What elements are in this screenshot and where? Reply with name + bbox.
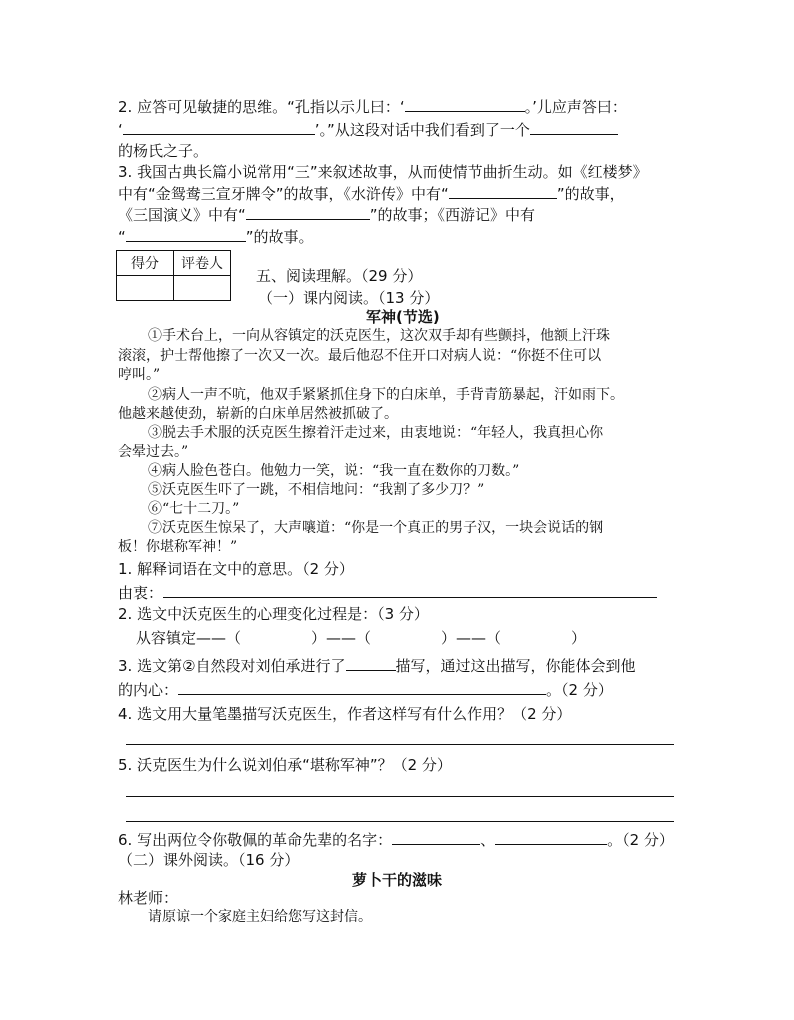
question-6: 6. 写出两位令你敬佩的革命先辈的名字： 、 。（2 分） — [118, 831, 674, 849]
passage-line: ⑦沃克医生惊呆了，大声嚷道：“你是一个真正的男子汉，一块会说话的钢 — [148, 520, 604, 536]
q2-line3: 的杨氏之子。 — [118, 142, 209, 160]
passage-line: ⑥“七十二刀。” — [148, 501, 240, 517]
score-header: 得分 — [117, 251, 174, 276]
q1-answer-blank[interactable] — [163, 582, 657, 598]
q3-line3: 《三国演义》中有“ ”的故事；《西游记》中有 — [118, 206, 536, 224]
passage-line: 他越来越使劲，崭新的白床单居然被抓破了。 — [118, 406, 398, 422]
passage-line: 哼叫。” — [118, 367, 161, 383]
letter-salutation: 林老师： — [118, 889, 179, 907]
passage-line: ③脱去手术服的沃克医生擦着汗走过来，由衷地说：“年轻人，我真担心你 — [148, 425, 604, 441]
section5-heading: 五、阅读理解。（29 分） — [256, 267, 423, 285]
passage-title: 军神(节选) — [366, 308, 440, 326]
q3-blank-3[interactable] — [126, 226, 246, 242]
part2-heading: （二）课外阅读。（16 分） — [118, 851, 300, 869]
question-1-word: 由衷： — [118, 582, 657, 603]
q2-blank-1[interactable] — [405, 96, 525, 112]
q2-line2: ‘ ’。”从这段对话中我们看到了一个 — [118, 119, 618, 140]
q3-blank-2[interactable] — [246, 204, 370, 220]
passage-line: ⑤沃克医生吓了一跳，不相信地问：“我割了多少刀？” — [148, 482, 485, 498]
q2-blank-2[interactable] — [123, 119, 315, 135]
passage-line: ①手术台上，一向从容镇定的沃克医生，这次双手却有些颤抖，他额上汗珠 — [148, 328, 610, 344]
q5-answer-line-2[interactable] — [126, 821, 674, 822]
q5-answer-line-1[interactable] — [126, 796, 674, 797]
q6-blank-1[interactable] — [392, 829, 480, 845]
q3-line2: 中有“金鸳鸯三宣牙牌令”的故事，《水浒传》中有“ ”的故事， — [118, 185, 625, 203]
question-5: 5. 沃克医生为什么说刘伯承“堪称军神”？（2 分） — [118, 756, 452, 774]
q2-line1: 2. 应答可见敏捷的思维。“孔指以示儿曰：‘ 。’儿应声答曰： — [118, 98, 627, 116]
score-table — [116, 250, 231, 301]
passage-line: 滚滚，护士帮他擦了一次又一次。最后他忍不住开口对病人说：“你挺不住可以 — [118, 348, 602, 364]
score-cell[interactable] — [117, 276, 174, 301]
question-3: 3. 选文第②自然段对刘伯承进行了 描写，通过这出描写，你能体会到他 — [118, 657, 636, 675]
question-3-cont: 的内心： 。（2 分） — [118, 681, 613, 699]
question-2-chain: 从容镇定——（ ）——（ ）——（ ） — [136, 629, 587, 647]
q2-blank-3[interactable] — [530, 119, 618, 135]
passage-line: 会晕过去。” — [118, 444, 189, 460]
question-2: 2. 选文中沃克医生的心理变化过程是：（3 分） — [118, 605, 429, 623]
letter-first-line: 请原谅一个家庭主妇给您写这封信。 — [148, 909, 372, 925]
q3-answer-blank-1[interactable] — [346, 655, 396, 671]
q6-blank-2[interactable] — [495, 829, 607, 845]
grader-header: 评卷人 — [174, 251, 231, 276]
passage-line: 板！你堪称军神！” — [118, 539, 238, 555]
q4-answer-line[interactable] — [126, 744, 674, 745]
section5-part1-heading: （一）课内阅读。（13 分） — [258, 289, 440, 307]
passage-line: ④病人脸色苍白。他勉力一笑，说：“我一直在数你的刀数。” — [148, 463, 520, 479]
q3-answer-blank-2[interactable] — [178, 679, 546, 695]
q3-line4: “ ”的故事。 — [118, 228, 314, 246]
part2-title: 萝卜干的滋味 — [352, 871, 443, 889]
q3-blank-1[interactable] — [449, 183, 557, 199]
passage-line: ②病人一声不吭，他双手紧紧抓住身下的白床单，手背青筋暴起，汗如雨下。 — [148, 387, 624, 403]
question-4: 4. 选文用大量笔墨描写沃克医生，作者这样写有什么作用？（2 分） — [118, 705, 572, 723]
question-1: 1. 解释词语在文中的意思。（2 分） — [118, 560, 354, 578]
q3-line1: 3. 我国古典长篇小说常用“三”来叙述故事，从而使情节曲折生动。如《红楼梦》 — [118, 163, 648, 181]
grader-cell[interactable] — [174, 276, 231, 301]
